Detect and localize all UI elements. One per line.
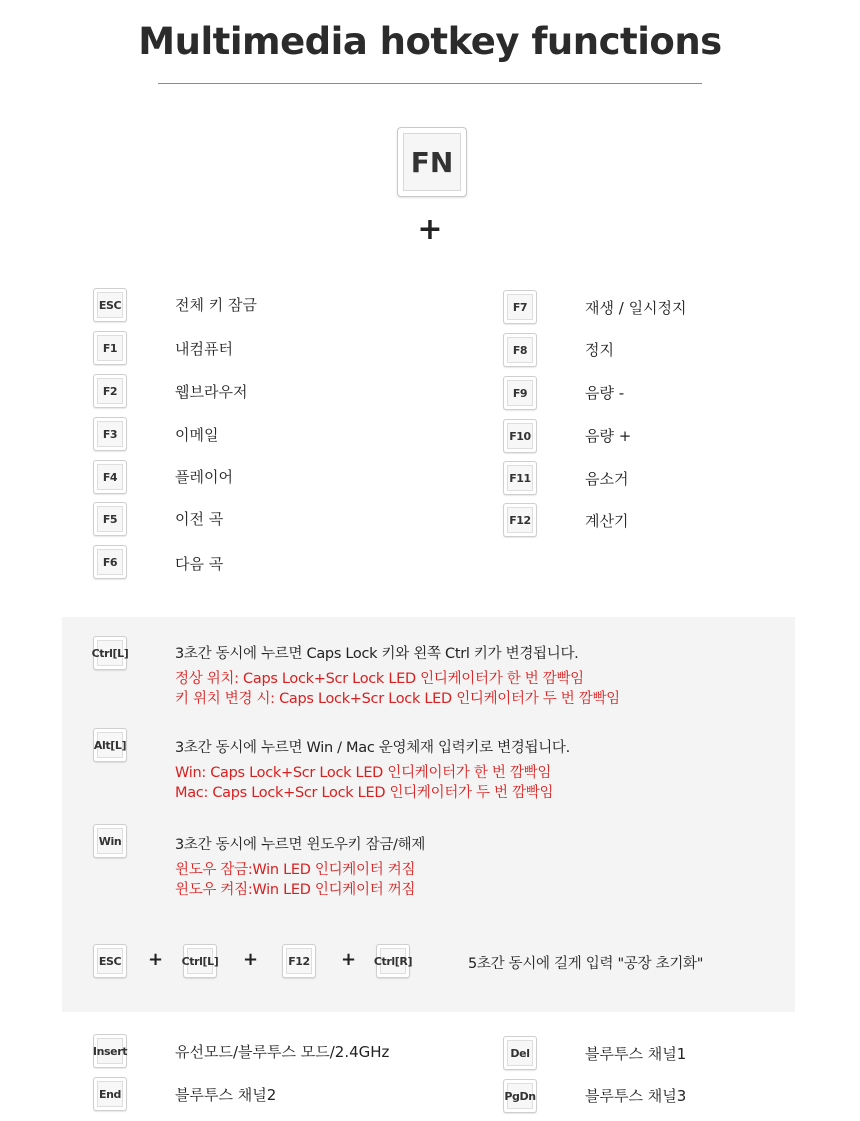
key-f4: F4 [93,460,127,494]
key-f11: F11 [503,461,537,495]
os-mode-note-mac: Mac: Caps Lock+Scr Lock LED 인디케이터가 두 번 깜빡임 [175,785,554,801]
key-f9: F9 [503,376,537,410]
key-f3: F3 [93,417,127,451]
key-f7: F7 [503,290,537,324]
label-f7: 재생 / 일시정지 [585,299,687,317]
ctrl-swap-description: 3초간 동시에 누르면 Caps Lock 키와 왼쪽 Ctrl 키가 변경됩니다. [175,646,579,662]
key-f10: F10 [503,419,537,453]
label-f9: 음량 - [585,384,625,402]
key-f2: F2 [93,374,127,408]
title-divider [158,83,702,84]
label-del: 블루투스 채널1 [585,1045,687,1063]
combo-plus-3: + [341,949,357,970]
key-alt-left: Alt[L] [93,728,127,762]
combo-key-esc: ESC [93,944,127,978]
combo-plus-2: + [243,949,259,970]
key-pgdn: PgDn [503,1079,537,1113]
win-lock-note-unlocked: 윈도우 켜짐:Win LED 인디케이터 꺼짐 [175,882,416,898]
combo-key-f12: F12 [282,944,316,978]
label-f3: 이메일 [175,426,219,444]
combo-key-ctrl-right: Ctrl[R] [376,944,410,978]
os-mode-description: 3초간 동시에 누르면 Win / Mac 운영체재 입력키로 변경됩니다. [175,740,570,756]
label-f8: 정지 [585,341,614,359]
key-f1: F1 [93,331,127,365]
label-f4: 플레이어 [175,468,233,486]
key-win: Win [93,824,127,858]
factory-reset-description: 5초간 동시에 길게 입력 "공장 초기화" [468,956,704,972]
label-esc: 전체 키 잠금 [175,296,257,314]
key-end: End [93,1077,127,1111]
label-f10: 음량 + [585,427,632,445]
label-f2: 웹브라우저 [175,383,248,401]
plus-sign: + [417,212,443,247]
label-insert: 유선모드/블루투스 모드/2.4GHz [175,1043,390,1061]
label-f6: 다음 곡 [175,555,224,573]
label-end: 블루투스 채널2 [175,1086,277,1104]
key-f8: F8 [503,333,537,367]
label-pgdn: 블루투스 채널3 [585,1087,687,1105]
label-f5: 이전 곡 [175,510,224,528]
combo-key-ctrl-left: Ctrl[L] [183,944,217,978]
key-f5: F5 [93,502,127,536]
key-ctrl-left: Ctrl[L] [93,636,127,670]
label-f11: 음소거 [585,470,629,488]
key-insert: Insert [93,1034,127,1068]
page-title: Multimedia hotkey functions [138,20,722,63]
fn-key-label: FN [410,145,454,179]
fn-key [397,127,467,197]
key-esc: ESC [93,288,127,322]
os-mode-note-win: Win: Caps Lock+Scr Lock LED 인디케이터가 한 번 깜빡임 [175,765,552,781]
key-f12: F12 [503,503,537,537]
combo-plus-1: + [148,949,164,970]
win-lock-note-locked: 윈도우 잠금:Win LED 인디케이터 켜짐 [175,862,416,878]
key-f6: F6 [93,545,127,579]
ctrl-swap-note-normal: 정상 위치: Caps Lock+Scr Lock LED 인디케이터가 한 번 깜빡임 [175,671,584,687]
label-f12: 계산기 [585,512,629,530]
ctrl-swap-note-changed: 키 위치 변경 시: Caps Lock+Scr Lock LED 인디케이터가 두 번 깜빡임 [175,691,620,707]
win-lock-description: 3초간 동시에 누르면 윈도우키 잠금/해제 [175,837,426,853]
label-f1: 내컴퓨터 [175,340,233,358]
key-del: Del [503,1036,537,1070]
